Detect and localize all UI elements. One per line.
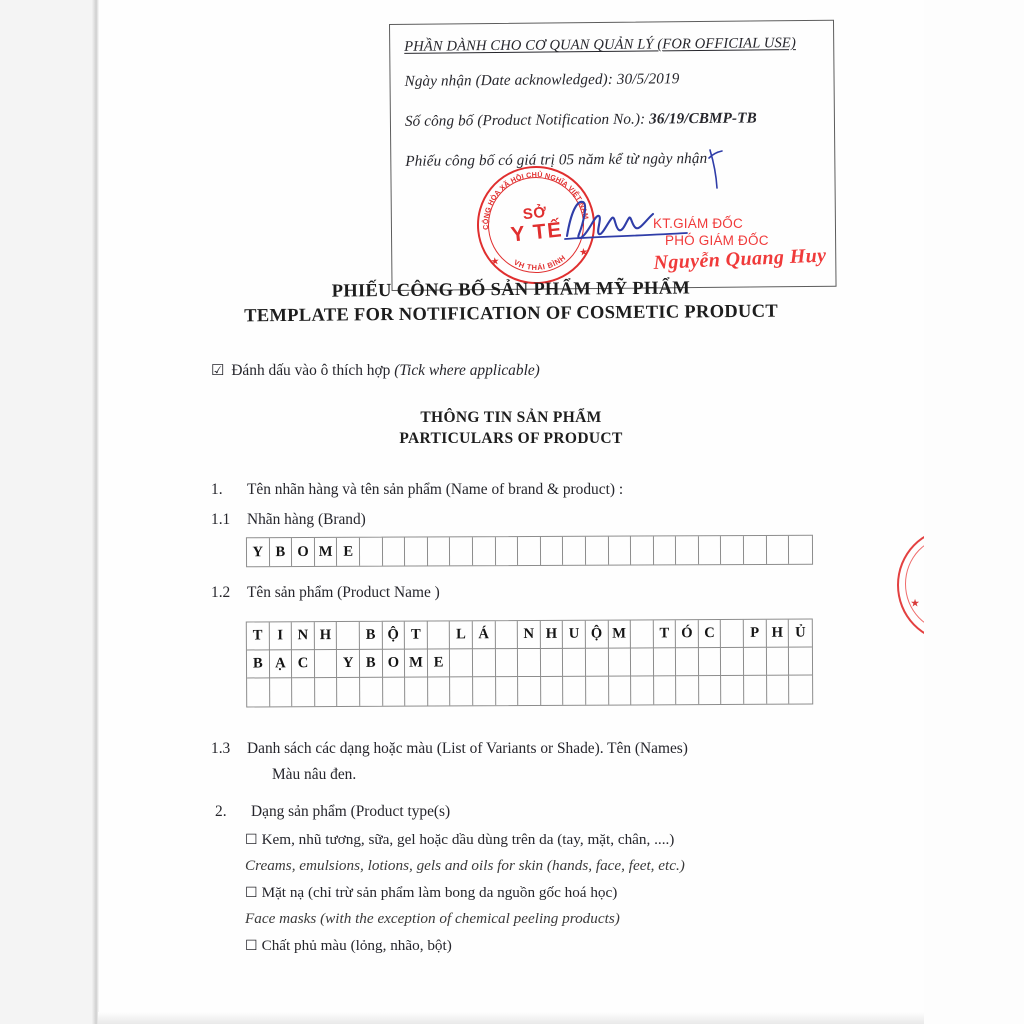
char-cell[interactable]	[767, 536, 790, 564]
document-title-block	[98, 275, 924, 330]
char-cell[interactable]	[563, 537, 586, 565]
section-1-2-number: 1.2	[211, 584, 231, 601]
char-cell[interactable]	[676, 536, 699, 564]
char-cell[interactable]: Ộ	[586, 621, 609, 649]
char-cell[interactable]: Ủ	[789, 620, 812, 648]
official-date-value: 30/5/2019	[616, 70, 680, 88]
particulars-title-english: PARTICULARS OF PRODUCT	[399, 430, 623, 448]
document-title-vietnamese: PHIẾU CÔNG BỐ SẢN PHẨM MỸ PHẨM	[331, 278, 691, 302]
char-cell[interactable]	[495, 537, 518, 565]
char-cell[interactable]	[676, 648, 699, 676]
char-cell[interactable]: B	[360, 622, 383, 650]
char-cell[interactable]	[631, 648, 654, 676]
char-cell[interactable]	[563, 677, 586, 705]
char-cell[interactable]	[405, 537, 428, 565]
char-cell[interactable]	[541, 677, 564, 705]
official-use-heading: PHẦN DÀNH CHO CƠ QUAN QUẢN LÝ (FOR OFFICIAL USE)	[404, 35, 796, 55]
char-cell[interactable]	[608, 648, 631, 676]
section-1-row	[211, 481, 623, 499]
product-type-option-2-label: Mặt nạ (chỉ trừ sản phẩm làm bong da nguồn gốc hoá học)	[261, 884, 618, 901]
signer-role-primary: KT.GIÁM ĐỐC	[653, 216, 743, 231]
section-1-1-row	[211, 511, 366, 529]
char-cell[interactable]: N	[292, 622, 315, 650]
page-bottom-edge	[98, 1012, 924, 1024]
char-cell[interactable]	[428, 677, 451, 705]
char-cell[interactable]	[496, 677, 519, 705]
char-cell[interactable]	[383, 678, 406, 706]
page-right-margin	[924, 0, 1024, 1024]
signer-block	[653, 215, 826, 275]
signer-role-secondary: PHÓ GIÁM ĐỐC	[665, 233, 769, 249]
char-cell[interactable]: C	[292, 650, 315, 678]
char-cell[interactable]: B	[270, 538, 293, 566]
product-type-option-3-label: Chất phủ màu (lỏng, nhão, bột)	[261, 937, 452, 954]
product-type-option-3[interactable]	[245, 937, 452, 955]
char-cell[interactable]: T	[653, 620, 676, 648]
char-cell[interactable]	[518, 677, 541, 705]
char-cell[interactable]	[744, 648, 767, 676]
char-cell[interactable]	[495, 621, 518, 649]
char-cell[interactable]	[699, 648, 722, 676]
official-date-label: Ngày nhận (Date acknowledged):	[404, 70, 614, 90]
stamp-star-left-icon: ★	[490, 256, 501, 268]
stamp-arc-bottom-label: VH THÁI BÌNH	[512, 252, 568, 273]
checked-checkbox-icon[interactable]: ☑	[211, 363, 225, 379]
section-1-2-row	[211, 584, 440, 602]
char-cell[interactable]	[405, 678, 428, 706]
char-cell[interactable]	[473, 649, 496, 677]
char-cell[interactable]: T	[247, 622, 270, 650]
official-date-row	[404, 70, 679, 91]
char-cell[interactable]	[450, 677, 473, 705]
section-1-3-value: Màu nâu đen.	[272, 766, 357, 783]
tick-instruction-english: (Tick where applicable)	[394, 362, 540, 379]
char-cell[interactable]: I	[269, 622, 292, 650]
official-number-row	[405, 109, 757, 130]
official-number-label: Số công bố (Product Notification No.):	[404, 110, 646, 130]
char-grid-row	[247, 536, 812, 566]
char-cell[interactable]	[789, 676, 812, 704]
official-validity-text: Phiếu công bố có giá trị 05 năm kể từ ngày nhận	[405, 149, 708, 170]
char-cell[interactable]	[428, 621, 451, 649]
char-cell[interactable]	[360, 678, 383, 706]
char-cell[interactable]	[292, 678, 315, 706]
char-cell[interactable]	[722, 676, 745, 704]
char-cell[interactable]	[586, 677, 609, 705]
char-cell[interactable]	[789, 536, 812, 564]
char-cell[interactable]	[337, 622, 360, 650]
char-cell[interactable]: H	[540, 621, 563, 649]
signer-name: Nguyễn Quang Huy	[653, 243, 827, 274]
stamp-line-so: SỞ	[522, 203, 548, 223]
char-cell[interactable]: Á	[473, 621, 496, 649]
document-title-english: TEMPLATE FOR NOTIFICATION OF COSMETIC PRODUCT	[244, 301, 779, 327]
char-cell[interactable]	[744, 676, 767, 704]
char-cell[interactable]: E	[428, 649, 451, 677]
char-cell[interactable]	[721, 620, 744, 648]
stamp-star-right-icon: ★	[578, 246, 589, 259]
char-cell[interactable]: M	[315, 538, 338, 566]
product-type-option-1-label: Kem, nhũ tương, sữa, gel hoặc dầu dùng trên da (tay, mặt, chân, ....)	[261, 831, 675, 848]
official-number-value: 36/19/CBMP-TB	[649, 109, 757, 128]
char-cell[interactable]: Ó	[676, 620, 699, 648]
char-cell[interactable]	[767, 676, 790, 704]
empty-checkbox-icon[interactable]: ☐	[245, 833, 258, 848]
edge-stamp-star-icon: ★	[911, 598, 920, 608]
tick-instruction-vietnamese: Đánh dấu vào ô thích hợp	[231, 362, 391, 379]
char-cell[interactable]	[654, 648, 677, 676]
char-cell[interactable]	[383, 538, 406, 566]
char-cell[interactable]	[631, 620, 654, 648]
char-cell[interactable]: M	[608, 620, 631, 648]
empty-checkbox-icon[interactable]: ☐	[245, 939, 258, 954]
char-cell[interactable]: C	[699, 620, 722, 648]
char-cell[interactable]	[586, 649, 609, 677]
char-cell[interactable]	[609, 676, 632, 704]
product-name-character-grid[interactable]	[246, 619, 813, 708]
char-cell[interactable]	[315, 678, 338, 706]
empty-checkbox-icon[interactable]: ☐	[245, 886, 258, 901]
stamp-arc-top-label: CỘNG HÒA XÃ HỘI CHỦ NGHĨA VIỆT NAM	[481, 170, 590, 230]
char-cell[interactable]: M	[405, 650, 428, 678]
product-type-option-2-english: Face masks (with the exception of chemical peeling products)	[245, 910, 620, 927]
section-1-3-text: Danh sách các dạng hoặc màu (List of Variants or Shade). Tên (Names)	[247, 740, 688, 757]
char-cell[interactable]: H	[315, 622, 338, 650]
char-cell[interactable]	[315, 650, 338, 678]
char-cell[interactable]	[676, 676, 699, 704]
char-cell[interactable]: N	[518, 621, 541, 649]
char-cell[interactable]: T	[405, 622, 428, 650]
char-cell[interactable]	[789, 648, 812, 676]
char-grid-row	[247, 648, 812, 679]
char-cell[interactable]	[541, 537, 564, 565]
char-cell[interactable]	[473, 677, 496, 705]
tick-instruction-row	[211, 361, 540, 380]
char-cell[interactable]: O	[292, 538, 315, 566]
char-cell[interactable]: Ộ	[382, 622, 405, 650]
char-cell[interactable]: O	[382, 650, 405, 678]
product-type-option-2[interactable]	[245, 884, 617, 902]
section-2-number: 2.	[215, 803, 227, 820]
product-type-option-1-english: Creams, emulsions, lotions, gels and oils for skin (hands, face, feet, etc.)	[245, 857, 685, 874]
section-1-number: 1.	[211, 481, 223, 498]
section-1-1-text: Nhãn hàng (Brand)	[247, 511, 366, 528]
char-cell[interactable]	[247, 678, 270, 706]
page-left-edge-shadow	[92, 0, 99, 1024]
char-cell[interactable]	[541, 649, 564, 677]
char-cell[interactable]	[631, 536, 654, 564]
char-cell[interactable]	[721, 648, 744, 676]
char-cell[interactable]: E	[337, 538, 360, 566]
char-cell[interactable]	[428, 537, 451, 565]
section-2-text: Dạng sản phẩm (Product type(s)	[251, 803, 451, 820]
section-1-3-number: 1.3	[211, 740, 231, 757]
section-1-1-number: 1.1	[211, 511, 231, 528]
char-cell[interactable]	[270, 678, 293, 706]
stamp-line-yte: Y TẾ	[509, 218, 564, 247]
brand-name-character-grid[interactable]	[246, 535, 813, 567]
char-cell[interactable]	[518, 649, 541, 677]
char-cell[interactable]	[473, 537, 496, 565]
partial-edge-stamp-icon	[889, 528, 999, 640]
char-cell[interactable]	[608, 537, 631, 565]
particulars-title-vietnamese: THÔNG TIN SẢN PHẨM	[420, 409, 602, 426]
char-cell[interactable]: B	[247, 650, 270, 678]
char-cell[interactable]	[337, 678, 360, 706]
char-cell[interactable]: Ạ	[270, 650, 293, 678]
product-type-option-1[interactable]	[245, 831, 674, 849]
char-cell[interactable]: P	[744, 620, 767, 648]
char-cell[interactable]	[450, 649, 473, 677]
char-cell[interactable]	[767, 648, 790, 676]
char-cell[interactable]	[450, 537, 473, 565]
char-cell[interactable]: Y	[337, 650, 360, 678]
section-1-text: Tên nhãn hàng và tên sản phẩm (Name of brand & product) :	[247, 481, 624, 498]
char-cell[interactable]	[721, 536, 744, 564]
char-cell[interactable]	[699, 536, 722, 564]
char-cell[interactable]: U	[563, 621, 586, 649]
char-cell[interactable]: Y	[247, 538, 270, 566]
char-grid-row	[247, 676, 812, 707]
char-cell[interactable]	[518, 537, 541, 565]
char-cell[interactable]: B	[360, 650, 383, 678]
char-cell[interactable]	[495, 649, 518, 677]
char-cell[interactable]	[654, 676, 677, 704]
edge-stamp-clip-right	[924, 528, 999, 640]
char-cell[interactable]	[586, 537, 609, 565]
char-grid-row	[247, 620, 812, 651]
char-cell[interactable]	[699, 676, 722, 704]
char-cell[interactable]: L	[450, 621, 473, 649]
particulars-heading-block	[98, 407, 924, 450]
char-cell[interactable]: H	[766, 620, 789, 648]
section-1-2-text: Tên sản phẩm (Product Name )	[247, 584, 440, 601]
char-cell[interactable]	[360, 538, 383, 566]
char-cell[interactable]	[654, 536, 677, 564]
section-1-3-row	[211, 740, 688, 758]
char-cell[interactable]	[631, 676, 654, 704]
section-2-row	[215, 803, 450, 821]
date-checkmark-icon	[707, 148, 727, 190]
char-cell[interactable]	[744, 536, 767, 564]
char-cell[interactable]	[563, 649, 586, 677]
